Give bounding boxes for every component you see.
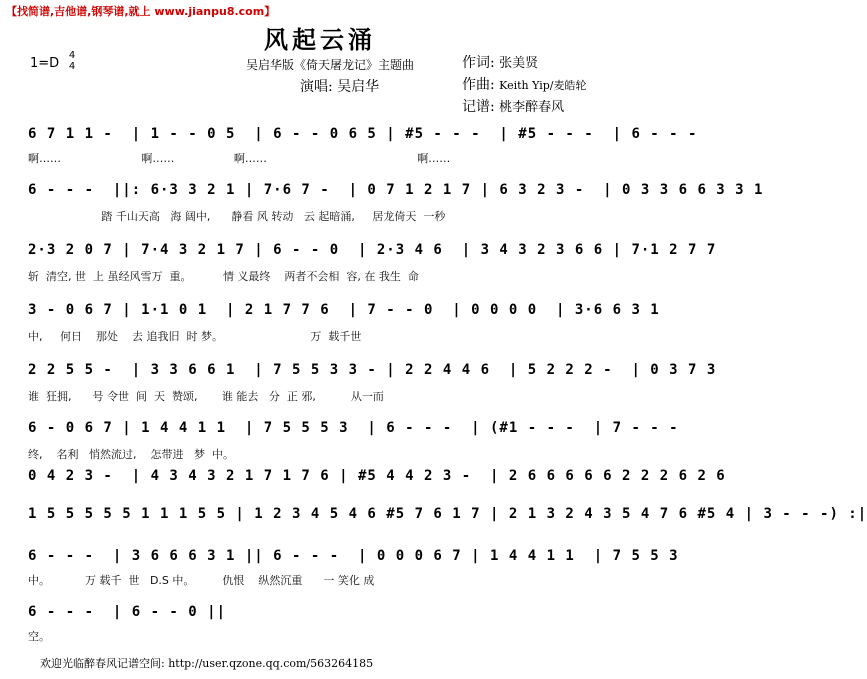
lyric-line-2: 踏 千山天高 海 阔中, 静看 风 转动 云 起暗涌, 居龙倚天 一秒: [28, 210, 446, 223]
lyricist-label: 作词:: [462, 55, 495, 71]
staff-line-3: 2·3 2 0 7 | 7·4 3 2 1 7 | 6 - - 0 | 2·3 4 6 | 3 4 3 2 3 6 6 | 7·1 2 7 7: [28, 242, 717, 258]
lyricist-credit: [462, 52, 538, 72]
lyricist-name: 张美贤: [499, 56, 539, 71]
singer-credit: 演唱: 吴启华: [300, 79, 380, 95]
song-title: 风起云涌: [264, 25, 376, 54]
lyric-line-3: 斩 清空, 世 上 虽经风雪万 重。 情 义最终 两者不会相 容, 在 我生 命: [28, 270, 419, 283]
staff-line-8: 1 5 5 5 5 5 1 1 1 5 5 | 1 2 3 4 5 4 6 #5 7 6 1 7 | 2 1 3 2 4 3 5 4 7 6 #5 4 | 3 - - -) :|: [28, 506, 867, 522]
song-subtitle: 吴启华版《倚天屠龙记》主题曲: [246, 58, 415, 72]
composer-credit: [462, 74, 586, 94]
staff-line-4: 3 - 0 6 7 | 1·1 0 1 | 2 1 7 7 6 | 7 - - 0 | 0 0 0 0 | 3·6 6 3 1: [28, 302, 660, 318]
lyric-line-10: 空。: [28, 630, 50, 643]
lyric-line-1: 啊…… 啊…… 啊…… 啊……: [28, 152, 451, 165]
footer-credit: 欢迎光临醉春风记谱空间: http://user.qzone.qq.com/563264185: [40, 657, 374, 670]
staff-line-1: 6 7 1 1 - | 1 - - 0 5 | 6 - - 0 6 5 | #5 - - - | #5 - - - | 6 - - -: [28, 126, 698, 142]
lyric-line-6: 终, 名利 悄然流过, 怎带进 梦 中。: [28, 448, 234, 461]
transcriber-label: 记谱:: [462, 99, 495, 115]
staff-line-6: 6 - 0 6 7 | 1 4 4 1 1 | 7 5 5 5 3 | 6 - - - | (#1 - - - | 7 - - -: [28, 420, 679, 436]
staff-line-9: 6 - - - | 3 6 6 6 3 1 || 6 - - - | 0 0 0 6 7 | 1 4 4 1 1 | 7 5 5 3: [28, 548, 679, 564]
meter-bottom: 4: [68, 61, 76, 72]
time-signature: [66, 50, 78, 72]
meter-top: 4: [68, 50, 76, 61]
transcriber-credit: [462, 96, 564, 116]
staff-line-2: 6 - - - ||: 6·3 3 2 1 | 7·6 7 - | 0 7 1 2 1 7 | 6 3 2 3 - | 0 3 3 6 6 3 3 1: [28, 182, 764, 198]
transcriber-name: 桃李醉春风: [499, 100, 565, 115]
staff-line-10: 6 - - - | 6 - - 0 ||: [28, 604, 227, 620]
lyric-line-9: 中。 万 载千 世 D.S 中。 仇恨 纵然沉重 一 笑化 成: [28, 574, 375, 587]
lyric-line-4: 中, 何日 那处 去 追我旧 时 梦。 万 载千世: [28, 330, 362, 343]
promo-link[interactable]: 【找简谱,吉他谱,钢琴谱,就上 www.jianpu8.com】: [6, 5, 276, 18]
composer-name: Keith Yip/麦皓轮: [499, 79, 587, 92]
staff-line-5: 2 2 5 5 - | 3 3 6 6 1 | 7 5 5 3 3 - | 2 2 4 4 6 | 5 2 2 2 - | 0 3 7 3: [28, 362, 717, 378]
key-signature: 1=D: [30, 56, 60, 71]
composer-label: 作曲:: [462, 77, 495, 93]
staff-line-7: 0 4 2 3 - | 4 3 4 3 2 1 7 1 7 6 | #5 4 4 2 3 - | 2 6 6 6 6 6 2 2 2 6 2 6: [28, 468, 726, 484]
lyric-line-5: 谁 狂拥, 号 令世 间 天 赞颂, 谁 能去 分 正 邪, 从一而: [28, 390, 384, 403]
